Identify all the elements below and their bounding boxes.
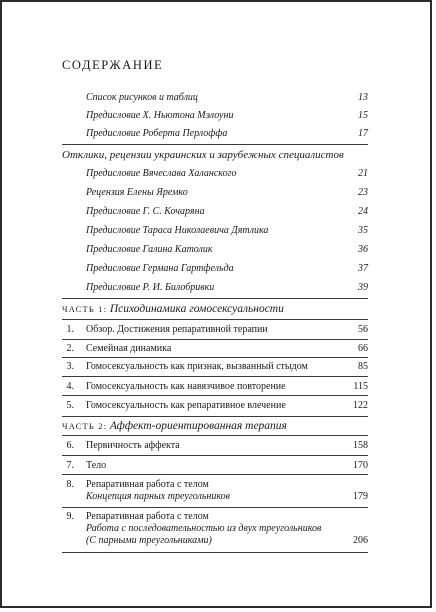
entry-title: Предисловие Германа Гартфельда [86, 263, 234, 274]
chapter-number: 5. [66, 400, 74, 411]
entry-title: Рецензия Елены Яремко [86, 187, 188, 198]
chapter-subtitle: Концепция парных треугольников [86, 491, 230, 502]
entry-page: 39 [358, 282, 368, 293]
chapter-title: Гомосексуальность как навязчивое повторение [86, 381, 286, 392]
part-title: Аффект-ориентированная терапия [109, 420, 287, 432]
chapter-subtitle: Работа с последовательностью из двух треугольников [86, 523, 322, 534]
chapter-number: 9. [66, 511, 74, 522]
entry-title: Список рисунков и таблиц [86, 92, 198, 103]
chapter-page: 66 [358, 343, 368, 354]
entry-page: 15 [358, 110, 368, 121]
chapter-subtitle: (С парными треугольниками) [86, 535, 212, 546]
chapter-title: Семейная динамика [86, 343, 172, 354]
divider [62, 395, 368, 396]
entry-title: Предисловие Роберта Перлоффа [86, 128, 228, 139]
chapter-page: 56 [358, 324, 368, 335]
entry-page: 37 [358, 263, 368, 274]
chapter-page: 115 [353, 381, 368, 392]
divider [62, 435, 368, 436]
divider [62, 298, 368, 299]
chapter-page: 170 [353, 460, 368, 471]
part-label: ЧАСТЬ 1: [62, 304, 108, 314]
divider [62, 357, 368, 358]
entry-title: Предисловие Вячеслава Халанского [86, 168, 237, 179]
chapter-page: 206 [353, 535, 368, 546]
divider [62, 507, 368, 508]
entry-title: Предисловие Р. И. Билобривки [86, 282, 215, 293]
chapter-title: Репаративная работа с телом [86, 479, 209, 490]
chapter-page: 122 [353, 400, 368, 411]
chapter-title: Гомосексуальность как репаративное влечение [86, 400, 286, 411]
chapter-number: 3. [66, 361, 74, 372]
chapter-number: 1. [66, 324, 74, 335]
entry-page: 36 [358, 244, 368, 255]
divider [62, 319, 368, 320]
entry-title: Предисловие Галина Католик [86, 244, 213, 255]
chapter-number: 2. [66, 343, 74, 354]
entry-page: 35 [358, 225, 368, 236]
divider [62, 416, 368, 417]
entry-page: 13 [358, 92, 368, 103]
reviews-title: Отклики, рецензии украинских и зарубежных специалистов [62, 149, 344, 161]
part-title: Психодинамика гомосексуальности [109, 303, 284, 315]
chapter-page: 179 [353, 491, 368, 502]
chapter-number: 7. [66, 460, 74, 471]
chapter-number: 6. [66, 440, 74, 451]
entry-page: 21 [358, 168, 368, 179]
chapter-title: Обзор. Достижения репаративной терапии [86, 324, 268, 335]
divider [62, 474, 368, 475]
entry-page: 24 [358, 206, 368, 217]
chapter-title: Репаративная работа с телом [86, 511, 209, 522]
entry-page: 23 [358, 187, 368, 198]
toc-heading: СОДЕРЖАНИЕ [62, 58, 164, 72]
part-label: ЧАСТЬ 2: [62, 421, 108, 431]
divider [62, 552, 368, 553]
chapter-page: 85 [358, 361, 368, 372]
chapter-title: Тело [86, 460, 107, 471]
chapter-page: 158 [353, 440, 368, 451]
entry-title: Предисловие Х. Ньютона Мэлоуни [86, 110, 234, 121]
divider [62, 339, 368, 340]
chapter-number: 8. [66, 479, 74, 490]
entry-page: 17 [358, 128, 368, 139]
chapter-title: Первичность аффекта [86, 440, 180, 451]
divider [62, 144, 368, 145]
chapter-title: Гомосексуальность как признак, вызванный стыдом [86, 361, 308, 372]
entry-title: Предисловие Тараса Николаевича Дятлика [86, 225, 269, 236]
chapter-number: 4. [66, 381, 74, 392]
divider [62, 455, 368, 456]
entry-title: Предисловие Г. С. Кочаряна [86, 206, 205, 217]
divider [62, 376, 368, 377]
